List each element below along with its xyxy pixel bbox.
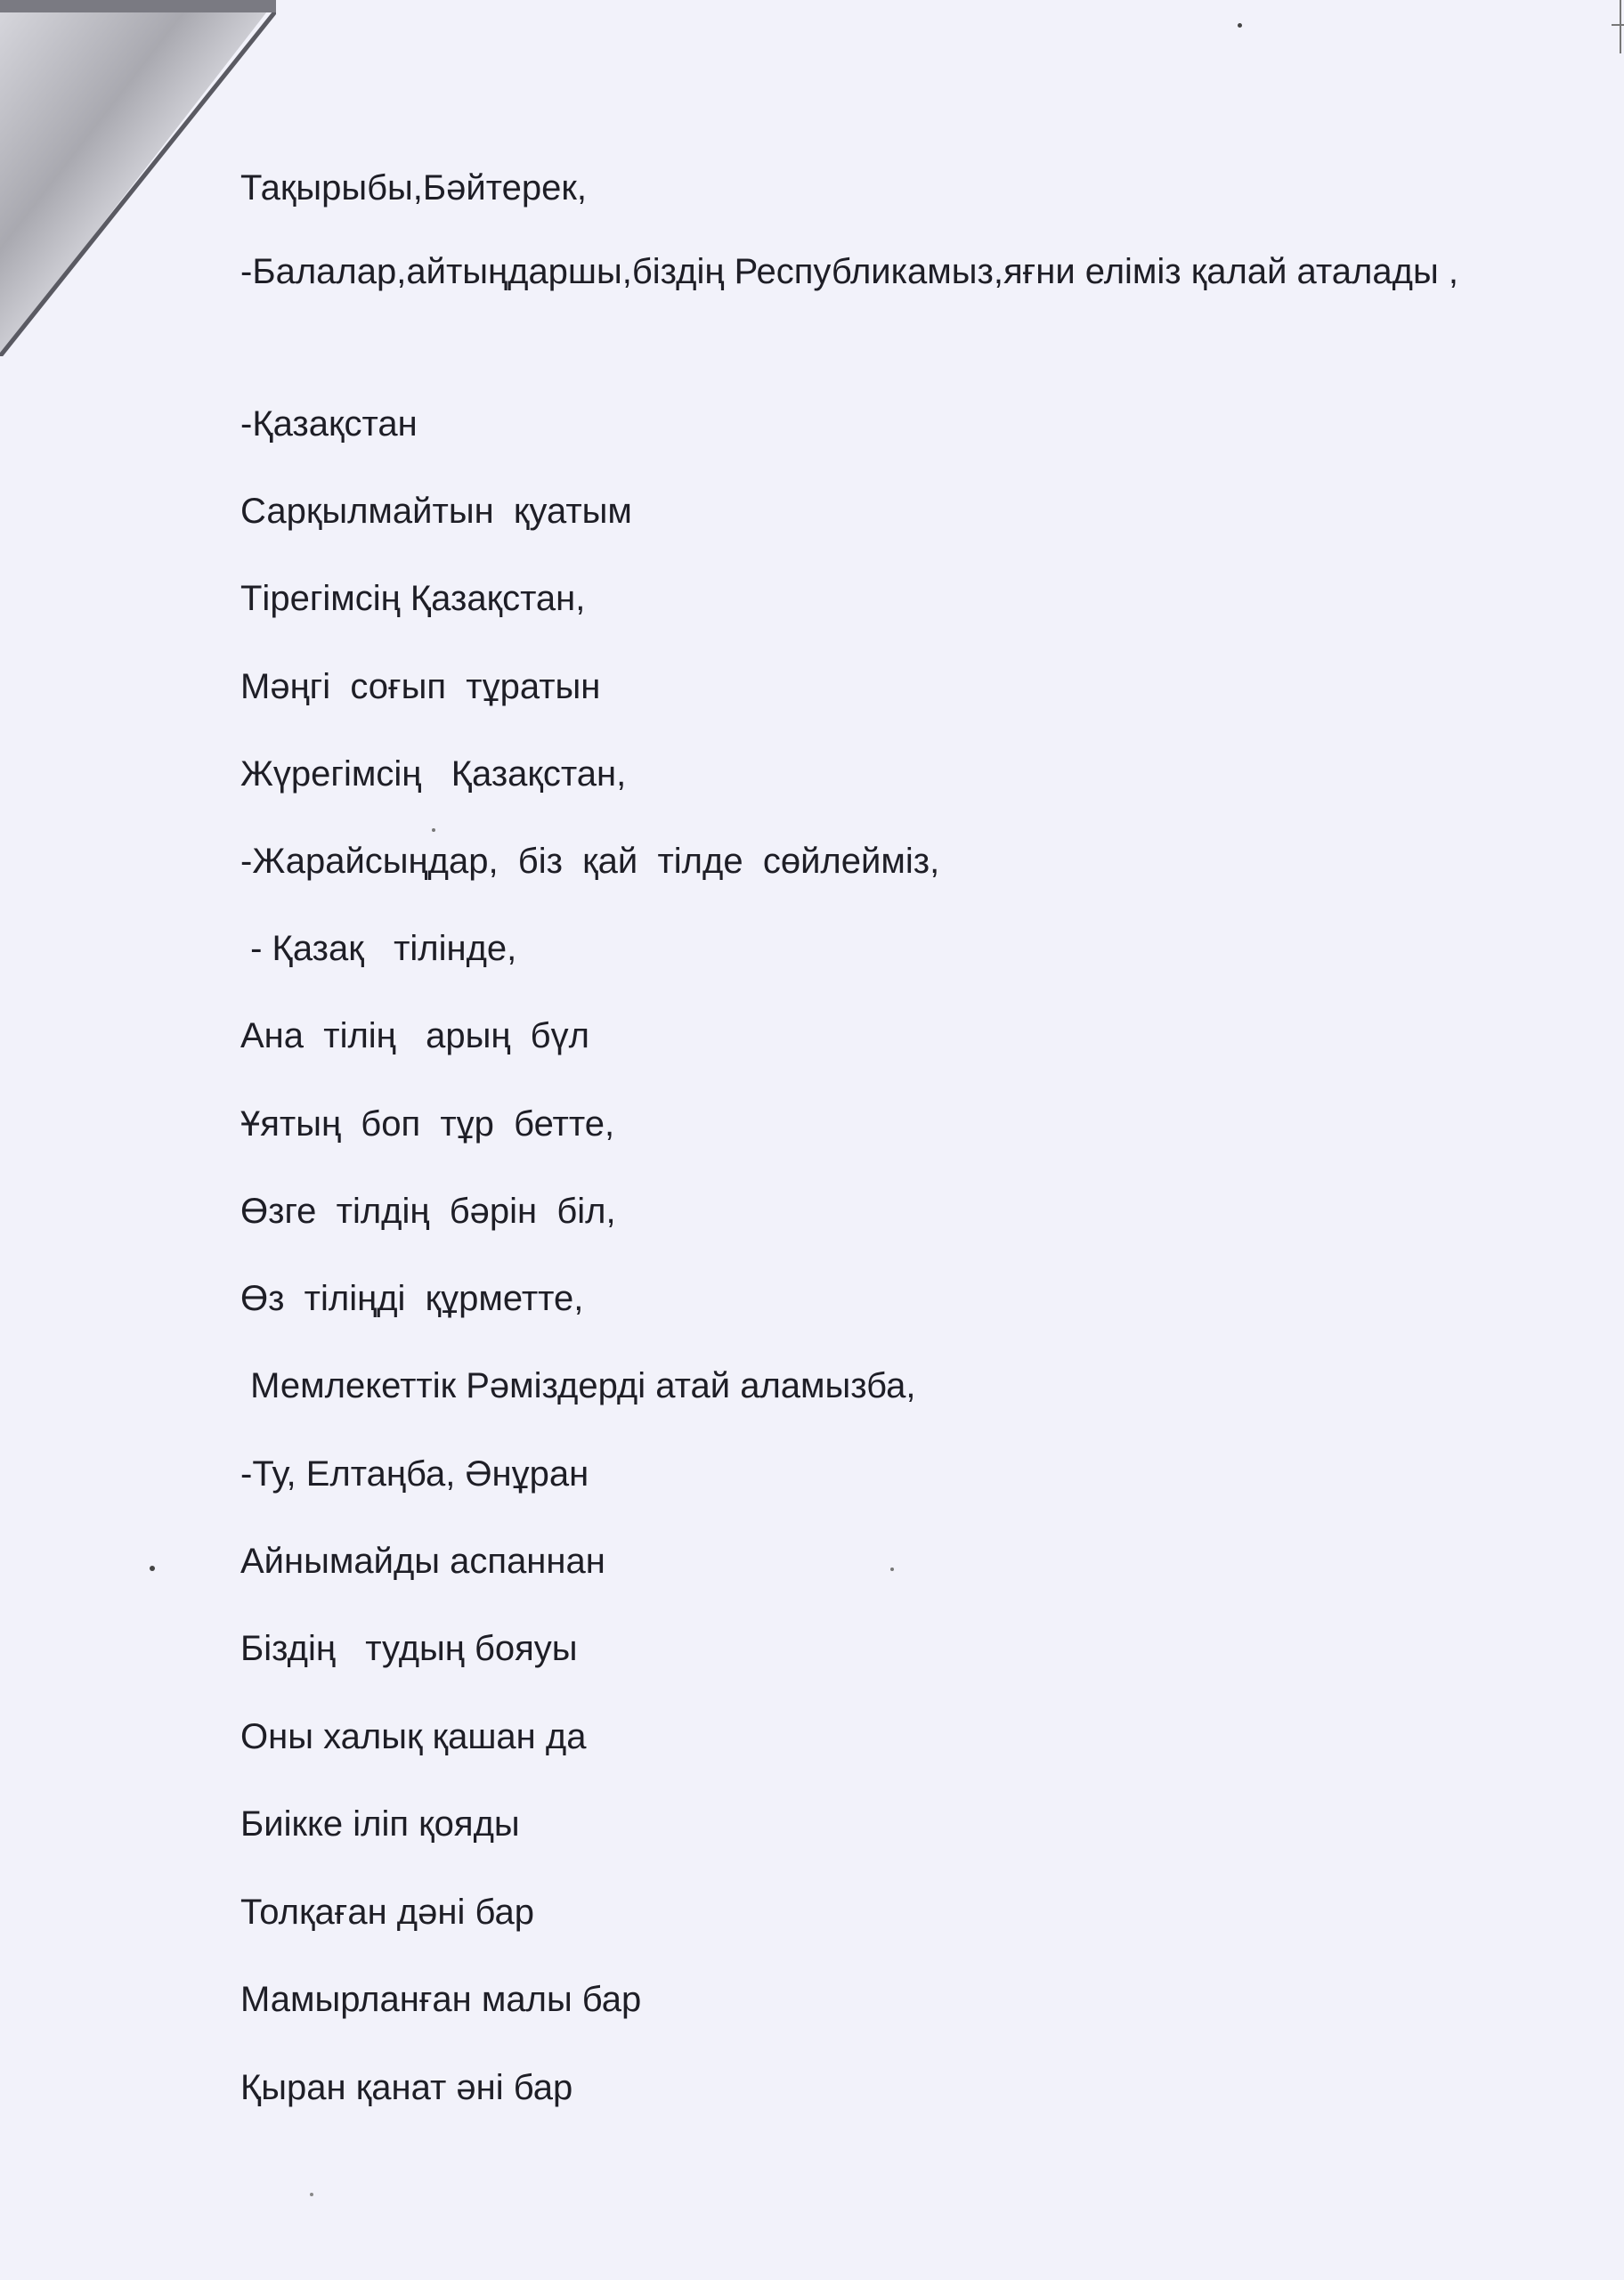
text-line: Толқаған дәні бар [240, 1893, 534, 1932]
folded-corner [0, 0, 276, 356]
text-line: Мәңгі соғып тұратын [240, 667, 601, 706]
scan-speck [432, 828, 435, 832]
scan-speck [150, 1566, 155, 1571]
text-line: Өз тіліңді құрметте, [240, 1279, 584, 1318]
text-line: Біздің тудың бояуы [240, 1629, 578, 1668]
text-line: Биікке іліп қояды [240, 1804, 520, 1844]
text-line: Сарқылмайтын қуатым [240, 492, 632, 531]
text-line: -Қазақстан [240, 404, 418, 444]
document-title: Тақырыбы,Бәйтерек, [240, 168, 587, 208]
text-line: -Жарайсыңдар, біз қай тілде сөйлейміз, [240, 842, 940, 881]
scan-edge-mark [1612, 0, 1624, 53]
text-line: Қыран қанат әні бар [240, 2068, 573, 2107]
text-line: -Балалар,айтыңдаршы,біздің Республикамыз,яғни еліміз қалай аталады , [240, 252, 1458, 291]
text-line: Жүрегімсің Қазақстан, [240, 754, 627, 794]
scan-speck [310, 2193, 313, 2196]
scan-speck [890, 1568, 894, 1571]
text-line: -Ту, Елтаңба, Әнұран [240, 1454, 589, 1494]
text-line: Мемлекеттік Рәміздерді атай аламызба, [240, 1366, 916, 1405]
scan-speck [1238, 23, 1242, 28]
text-line: Өзге тілдің бәрін біл, [240, 1192, 616, 1231]
text-line: Айнымайды аспаннан [240, 1542, 605, 1581]
text-line: Ана тілің арың бүл [240, 1016, 589, 1055]
text-line: Тірегімсің Қазақстан, [240, 579, 586, 618]
text-line: - Қазақ тілінде, [240, 929, 517, 968]
text-line: Ұятың боп тұр бетте, [240, 1104, 615, 1144]
text-line: Оны халық қашан да [240, 1717, 587, 1756]
text-line: Мамырланған малы бар [240, 1980, 642, 2019]
